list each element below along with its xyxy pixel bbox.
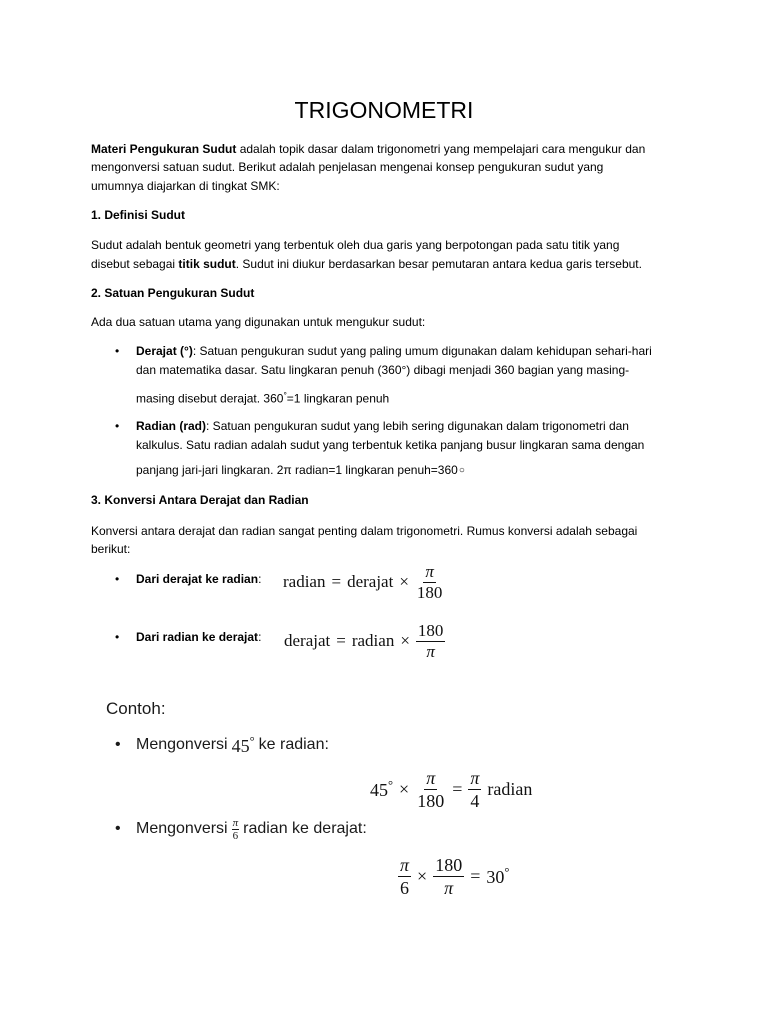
math-number: 45 — [370, 779, 388, 800]
fraction-denominator: π — [426, 641, 435, 661]
intro-bold-term: Materi Pengukuran Sudut — [91, 142, 237, 156]
fraction-numerator: π — [470, 767, 480, 788]
degree-label: Derajat (°) — [136, 344, 193, 358]
rule-colon: : — [258, 630, 262, 644]
fraction-numerator: π — [426, 767, 436, 788]
radian-line-1 — [136, 417, 629, 435]
degree-superscript: ° — [504, 864, 510, 879]
math-value: 45 — [231, 735, 250, 756]
intro-line-2: mengonversi satuan sudut. Berikut adalah penjelasan mengenai konsep pengukuran sudut yang — [91, 160, 604, 174]
fraction-numerator: π — [400, 854, 410, 875]
fraction-numerator: 180 — [417, 620, 444, 640]
bullet-icon: • — [115, 419, 120, 433]
bullet-icon: • — [115, 572, 120, 586]
definition-text: . Sudut ini diukur berdasarkan besar pemutaran antara kedua garis tersebut. — [235, 257, 642, 271]
fraction — [416, 622, 446, 661]
fraction-denominator: 6 — [400, 877, 410, 898]
fraction — [433, 855, 464, 898]
radian-line-3 — [136, 461, 465, 480]
example-item-2 — [136, 815, 367, 843]
equals-sign: = — [452, 778, 463, 799]
rule-label-deg-to-rad — [136, 570, 261, 588]
rule-label-rad-to-deg — [136, 628, 261, 646]
formula-degree-to-radian — [283, 562, 444, 602]
definition-text: disebut sebagai — [91, 257, 179, 271]
fraction-numerator: π — [232, 816, 239, 829]
formula-lhs: radian — [283, 572, 326, 591]
fraction-denominator: π — [444, 877, 454, 898]
times-sign: × — [400, 631, 410, 650]
example-text: ke radian: — [258, 736, 329, 753]
example-text: Mengonversi — [136, 820, 228, 837]
radian-text: panjang jari-jari lingkaran. 2π radian=1 lingkaran penuh=360 — [136, 463, 458, 477]
bullet-icon: • — [115, 820, 121, 837]
bullet-icon: • — [115, 630, 120, 644]
formula-unit: radian — [487, 778, 533, 799]
section-heading-definition: 1. Definisi Sudut — [91, 208, 186, 222]
fraction — [468, 768, 481, 811]
fraction-denominator: 6 — [232, 829, 239, 842]
formula-result — [486, 865, 509, 888]
fraction — [415, 768, 446, 811]
conversion-line-2: berikut: — [91, 542, 131, 556]
degree-text: =1 lingkaran penuh — [286, 391, 390, 406]
example-text: radian ke derajat: — [243, 820, 367, 837]
times-sign: × — [399, 778, 410, 799]
inline-fraction — [232, 817, 240, 842]
rule-label: Dari radian ke derajat — [136, 630, 259, 644]
formula-radian-to-degree — [284, 621, 445, 661]
example-text: Mengonversi — [136, 736, 228, 753]
degree-line-3 — [136, 386, 389, 408]
degree-line-1 — [136, 342, 652, 360]
formula-term: derajat — [347, 572, 394, 591]
radian-label: Radian (rad) — [136, 419, 207, 433]
degree-line-2: dan matematika dasar. Satu lingkaran penuh (360°) dibagi menjadi 360 bagian yang masing- — [136, 363, 630, 377]
section-heading-conversion: 3. Konversi Antara Derajat dan Radian — [91, 493, 309, 507]
formula-lhs: derajat — [284, 631, 331, 650]
example-formula-2 — [398, 854, 509, 898]
bullet-icon: • — [115, 344, 120, 358]
units-intro: Ada dua satuan utama yang digunakan untuk mengukur sudut: — [91, 315, 426, 329]
equals-sign: = — [331, 572, 342, 591]
fraction-denominator: 180 — [417, 790, 445, 811]
page-title: TRIGONOMETRI — [294, 97, 474, 123]
degree-superscript: ° — [283, 390, 287, 400]
example-math — [232, 734, 255, 757]
definition-line-2 — [91, 255, 642, 273]
fraction — [415, 563, 445, 602]
degree-circle-symbol: ○ — [458, 465, 465, 476]
intro-line-3: umumnya diajarkan di tingkat SMK: — [91, 179, 280, 193]
degree-superscript: ° — [388, 777, 394, 792]
rule-label: Dari derajat ke radian — [136, 572, 259, 586]
radian-line-2: kalkulus. Satu radian adalah sudut yang terbentuk ketika panjang busur lingkaran sama dengan — [136, 438, 645, 452]
example-heading — [106, 698, 166, 720]
equals-sign: = — [470, 865, 481, 886]
times-sign: × — [417, 865, 428, 886]
fraction-denominator: 180 — [416, 582, 443, 602]
radian-text: : Satuan pengukuran sudut yang lebih sering digunakan dalam trigonometri dan — [206, 419, 629, 433]
fraction — [398, 855, 411, 898]
bullet-icon: • — [115, 736, 121, 753]
intro-line-1 — [91, 140, 645, 158]
fraction-numerator: 180 — [435, 854, 463, 875]
times-sign: × — [399, 572, 409, 591]
degree-text: : Satuan pengukuran sudut yang paling umum digunakan dalam kehidupan sehari-hari — [192, 344, 652, 358]
example-item-1 — [136, 734, 329, 756]
math-value — [370, 778, 393, 801]
example-heading-colon: : — [160, 699, 166, 718]
definition-line-1: Sudut adalah bentuk geometri yang terbentuk oleh dua garis yang berpotongan pada satu titik yang — [91, 238, 620, 252]
math-number: 30 — [486, 866, 505, 887]
degree-superscript: ° — [249, 733, 255, 748]
conversion-line-1: Konversi antara derajat dan radian sangat penting dalam trigonometri. Rumus konversi adalah sebagai — [91, 524, 638, 538]
definition-bold-term: titik sudut — [178, 257, 236, 271]
formula-term: radian — [351, 631, 395, 650]
equals-sign: = — [336, 631, 346, 650]
example-heading-text: Contoh — [106, 699, 161, 718]
rule-colon: : — [258, 572, 262, 586]
degree-text: masing disebut derajat. 360 — [136, 391, 284, 406]
intro-text: adalah topik dasar dalam trigonometri yang mempelajari cara mengukur dan — [236, 142, 646, 156]
fraction-denominator: 4 — [470, 790, 480, 811]
section-heading-units: 2. Satuan Pengukuran Sudut — [91, 286, 255, 300]
fraction-numerator: π — [425, 561, 434, 581]
example-formula-1 — [370, 767, 532, 811]
